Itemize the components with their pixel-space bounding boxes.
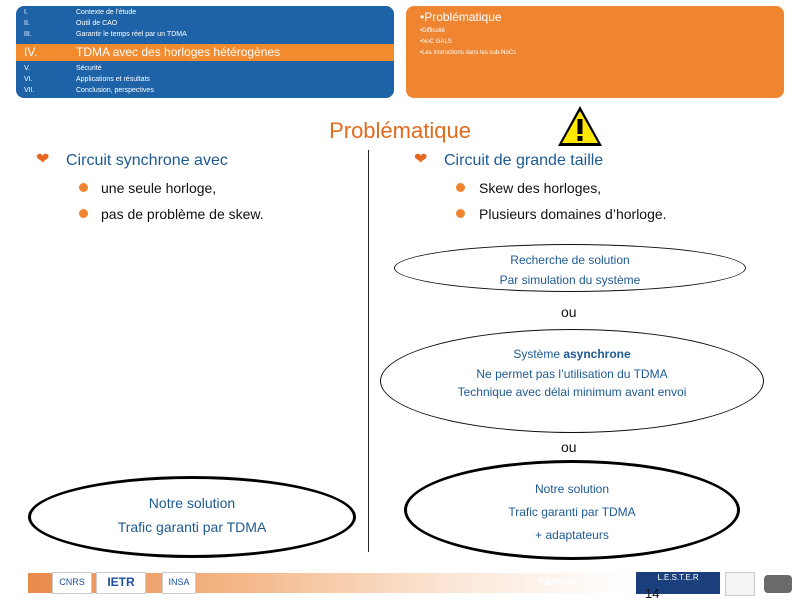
- outline-label: Conclusion, perspectives: [76, 87, 154, 94]
- ellipse-line: Recherche de solution: [510, 253, 630, 267]
- ellipse-line: [381, 344, 763, 364]
- outline-num: II.: [24, 20, 30, 27]
- page-number: 14: [645, 586, 660, 601]
- outline-item[interactable]: [16, 30, 394, 40]
- section-sub: •Les instructions dans les sub-NoCs: [420, 50, 517, 56]
- ellipse-text: Système: [513, 347, 564, 361]
- outline-num: VII.: [24, 87, 35, 94]
- outline-label: Applications et résultats: [76, 76, 150, 83]
- or-label: ou: [561, 304, 577, 320]
- heart-bullet-icon: ❤: [414, 151, 428, 168]
- section-title: •Problématique: [420, 10, 502, 24]
- outline-panel: [16, 6, 394, 98]
- insa-logo: INSA: [162, 572, 196, 594]
- outline-label: Sécurité: [76, 65, 102, 72]
- bullet-dot-icon: [456, 209, 465, 218]
- option2-ellipse: [380, 329, 764, 433]
- ellipse-line: Trafic garanti par TDMA: [117, 519, 267, 535]
- left-solution-ellipse: [28, 476, 356, 558]
- bullet-dot-icon: [79, 183, 88, 192]
- slide-title: Problématique: [329, 118, 471, 143]
- outline-item-active[interactable]: [16, 44, 394, 61]
- left-heading: Circuit synchrone avec: [66, 152, 228, 169]
- left-item: une seule horloge,: [101, 180, 217, 196]
- outline-num: V.: [24, 65, 30, 72]
- outline-num: III.: [24, 31, 32, 38]
- section-panel: [406, 6, 784, 98]
- ellipse-line: Notre solution: [148, 495, 236, 511]
- right-heading: Circuit de grande taille: [444, 152, 604, 169]
- outline-label: TDMA avec des horloges hétérogènes: [76, 45, 281, 59]
- column-divider: [368, 150, 369, 552]
- ellipse-line: Technique avec délai minimum avant envoi: [457, 385, 687, 399]
- ellipse-line: Trafic garanti par TDMA: [508, 505, 636, 519]
- ellipse-line: Ne permet pas l’utilisation du TDMA: [476, 367, 668, 381]
- right-item: Plusieurs domaines d’horloge.: [479, 206, 667, 222]
- outline-num: IV.: [24, 45, 38, 59]
- bullet-dot-icon: [456, 183, 465, 192]
- outline-item[interactable]: [16, 19, 394, 29]
- outline-label: Garantir le temps réel par un TDMA: [76, 31, 187, 38]
- outline-num: I.: [24, 9, 28, 16]
- section-sub: •Difficulté: [420, 28, 445, 34]
- option3-ellipse: [404, 460, 740, 560]
- nav-button[interactable]: [764, 575, 792, 593]
- heart-bullet-icon: ❤: [36, 151, 50, 168]
- ellipse-bold-text: asynchrone: [563, 347, 631, 361]
- or-label: ou: [561, 439, 577, 455]
- cnrs-logo: CNRS: [52, 572, 92, 594]
- ietr-logo: IETR: [96, 572, 146, 594]
- ellipse-line: Par simulation du système: [499, 273, 641, 287]
- outline-item[interactable]: [16, 8, 394, 18]
- outline-num: VI.: [24, 76, 33, 83]
- partner-logo: [725, 572, 755, 596]
- bullet-dot-icon: [79, 209, 88, 218]
- outline-item[interactable]: [16, 64, 394, 74]
- outline-label: Contexte de l'étude: [76, 9, 137, 16]
- right-item: Skew des horloges,: [479, 180, 602, 196]
- outline-label: Outil de CAO: [76, 20, 118, 27]
- outline-item[interactable]: [16, 75, 394, 85]
- lester-logo-text: L.E.S.T.E.R: [657, 573, 699, 582]
- option1-ellipse: [394, 244, 746, 292]
- left-item: pas de problème de skew.: [101, 206, 264, 222]
- outline-item[interactable]: [16, 86, 394, 96]
- footer-author: Samuel: [538, 576, 578, 588]
- ellipse-line: Notre solution: [534, 482, 610, 496]
- ellipse-line: + adaptateurs: [535, 528, 609, 542]
- section-sub: •NoC GALS: [420, 39, 452, 45]
